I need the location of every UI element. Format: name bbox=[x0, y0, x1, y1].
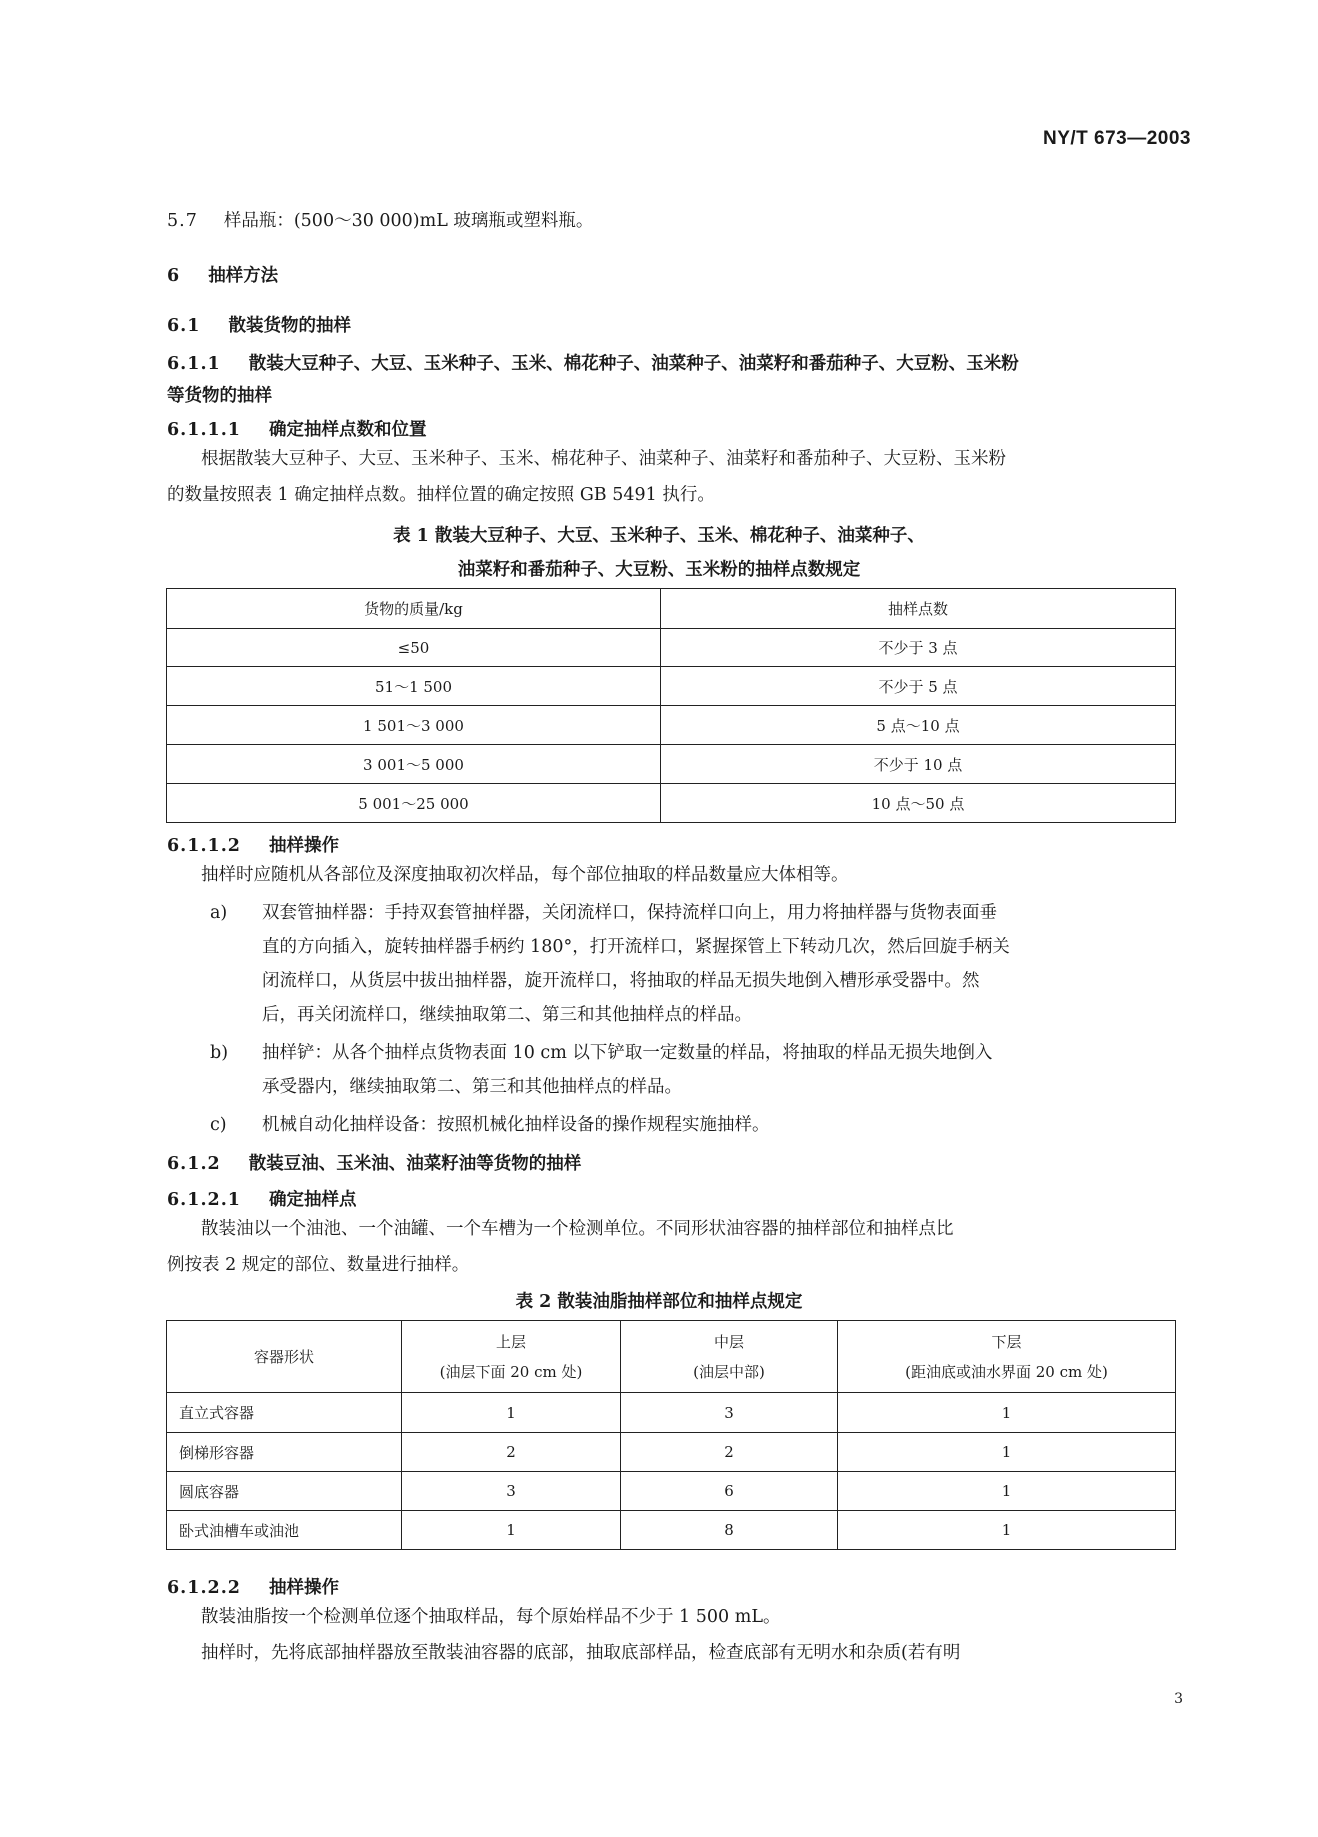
table-cell: 5 001～25 000 bbox=[167, 784, 661, 823]
section-title: 散装货物的抽样 bbox=[228, 316, 351, 336]
section-number: 5.7 bbox=[167, 211, 198, 231]
header-sublabel: (距油底或油水界面 20 cm 处) bbox=[905, 1362, 1108, 1381]
table-cell: 不少于 3 点 bbox=[661, 629, 1176, 667]
table-row bbox=[167, 706, 1176, 745]
table2-caption: 表 2 散装油脂抽样部位和抽样点规定 bbox=[515, 1292, 803, 1312]
table1-caption-line2: 油菜籽和番茄种子、大豆粉、玉米粉的抽样点数规定 bbox=[457, 560, 861, 580]
table-cell: ≤50 bbox=[167, 629, 661, 667]
table-cell: 3 bbox=[621, 1393, 838, 1433]
table-cell: 3 bbox=[402, 1472, 621, 1511]
list-item-label: b) bbox=[210, 1043, 229, 1063]
header-sublabel: (油层中部) bbox=[693, 1362, 765, 1381]
table-cell: 1 501～3 000 bbox=[167, 706, 661, 745]
table-row bbox=[167, 1433, 1176, 1472]
section-number: 6.1.2.2 bbox=[167, 1578, 241, 1598]
section-number: 6.1.1.2 bbox=[167, 836, 241, 856]
list-item-line: 后，再关闭流样口，继续抽取第二、第三和其他抽样点的样品。 bbox=[262, 1005, 752, 1025]
table-row bbox=[167, 1393, 1176, 1433]
table-cell: 卧式油槽车或油池 bbox=[167, 1511, 402, 1550]
table-cell: 1 bbox=[402, 1511, 621, 1550]
paragraph-line: 散装油以一个油池、一个油罐、一个车槽为一个检测单位。不同形状油容器的抽样部位和抽样点比 bbox=[201, 1219, 954, 1239]
section-title: 抽样操作 bbox=[268, 1578, 339, 1598]
table-cell: 直立式容器 bbox=[167, 1393, 402, 1433]
section-text: 样品瓶：(500～30 000)mL 玻璃瓶或塑料瓶。 bbox=[223, 211, 594, 231]
table-row bbox=[167, 784, 1176, 823]
table-row bbox=[167, 629, 1176, 667]
table-header-cell bbox=[838, 1321, 1176, 1393]
table2 bbox=[166, 1320, 1176, 1550]
table-row bbox=[167, 1511, 1176, 1550]
table-cell: 倒梯形容器 bbox=[167, 1433, 402, 1472]
list-item-line: 承受器内，继续抽取第二、第三和其他抽样点的样品。 bbox=[262, 1077, 682, 1097]
section-title: 确定抽样点 bbox=[268, 1190, 357, 1210]
section-5-7 bbox=[167, 206, 593, 236]
list-item-label: a) bbox=[210, 903, 228, 923]
header-label: 上层 bbox=[495, 1332, 526, 1351]
table-header-row bbox=[167, 589, 1176, 629]
standard-number: NY/T 673—2003 bbox=[1042, 128, 1191, 149]
paragraph-line: 例按表 2 规定的部位、数量进行抽样。 bbox=[167, 1255, 470, 1275]
header-label: 中层 bbox=[713, 1332, 744, 1351]
section-6-1-2-heading bbox=[167, 1150, 581, 1175]
table-header-cell bbox=[402, 1321, 621, 1393]
section-number: 6.1.2.1 bbox=[167, 1190, 241, 1210]
header-label: 下层 bbox=[991, 1332, 1022, 1351]
section-6-heading bbox=[167, 262, 278, 287]
section-6-1-1-1-heading bbox=[167, 416, 426, 441]
table-cell: 10 点～50 点 bbox=[661, 784, 1176, 823]
list-item-line: 双套管抽样器：手持双套管抽样器，关闭流样口，保持流样口向上，用力将抽样器与货物表面垂 bbox=[262, 903, 997, 923]
section-title-line1: 散装大豆种子、大豆、玉米种子、玉米、棉花种子、油菜种子、油菜籽和番茄种子、大豆粉、玉米粉 bbox=[248, 354, 1019, 374]
page-number: 3 bbox=[1174, 1691, 1183, 1707]
list-item-line: 直的方向插入，旋转抽样器手柄约 180°，打开流样口，紧握探管上下转动几次，然后回旋手柄关 bbox=[262, 937, 1010, 957]
section-number: 6.1 bbox=[167, 316, 201, 336]
section-number: 6.1.2 bbox=[167, 1154, 221, 1174]
table-cell: 6 bbox=[621, 1472, 838, 1511]
table-cell: 圆底容器 bbox=[167, 1472, 402, 1511]
section-6-1-1-heading-line2: 等货物的抽样 bbox=[167, 386, 272, 406]
list-item-line: 抽样铲：从各个抽样点货物表面 10 cm 以下铲取一定数量的样品，将抽取的样品无损失地倒入 bbox=[262, 1043, 993, 1063]
list-item-line: 闭流样口，从货层中拔出抽样器，旋开流样口，将抽取的样品无损失地倒入槽形承受器中。然 bbox=[262, 971, 980, 991]
table-cell: 1 bbox=[838, 1511, 1176, 1550]
table-cell: 3 001～5 000 bbox=[167, 745, 661, 784]
table-header-cell: 货物的质量/kg bbox=[167, 589, 661, 629]
table-cell: 不少于 10 点 bbox=[661, 745, 1176, 784]
table-header-row bbox=[167, 1321, 1176, 1393]
table-header-cell: 容器形状 bbox=[167, 1321, 402, 1393]
section-number: 6.1.1 bbox=[167, 354, 221, 374]
table-cell: 5 点～10 点 bbox=[661, 706, 1176, 745]
table-row bbox=[167, 745, 1176, 784]
list-item-line: 机械自动化抽样设备：按照机械化抽样设备的操作规程实施抽样。 bbox=[262, 1115, 770, 1135]
table-cell: 1 bbox=[838, 1472, 1176, 1511]
section-title: 确定抽样点数和位置 bbox=[268, 420, 427, 440]
section-title: 抽样操作 bbox=[268, 836, 339, 856]
table-header-cell bbox=[621, 1321, 838, 1393]
list-item-label: c) bbox=[210, 1115, 227, 1135]
paragraph-line: 散装油脂按一个检测单位逐个抽取样品，每个原始样品不少于 1 500 mL。 bbox=[201, 1607, 781, 1627]
table-cell: 2 bbox=[621, 1433, 838, 1472]
section-6-1-1-heading bbox=[167, 350, 1019, 375]
table-row bbox=[167, 1472, 1176, 1511]
table-row bbox=[167, 667, 1176, 706]
table-cell: 1 bbox=[838, 1433, 1176, 1472]
table-cell: 51～1 500 bbox=[167, 667, 661, 706]
section-title: 抽样方法 bbox=[208, 266, 279, 286]
paragraph-line: 抽样时应随机从各部位及深度抽取初次样品，每个部位抽取的样品数量应大体相等。 bbox=[201, 865, 849, 885]
table-cell: 2 bbox=[402, 1433, 621, 1472]
section-number: 6.1.1.1 bbox=[167, 420, 241, 440]
table-cell: 不少于 5 点 bbox=[661, 667, 1176, 706]
paragraph-line: 抽样时，先将底部抽样器放至散装油容器的底部，抽取底部样品，检查底部有无明水和杂质(若有明 bbox=[201, 1643, 961, 1663]
section-6-1-heading bbox=[167, 312, 351, 337]
section-title: 散装豆油、玉米油、油菜籽油等货物的抽样 bbox=[248, 1154, 582, 1174]
section-6-1-1-2-heading bbox=[167, 832, 339, 857]
table-cell: 1 bbox=[838, 1393, 1176, 1433]
section-6-1-2-2-heading bbox=[167, 1574, 339, 1599]
table1 bbox=[166, 588, 1176, 823]
table-header-cell: 抽样点数 bbox=[661, 589, 1176, 629]
table-cell: 1 bbox=[402, 1393, 621, 1433]
table-cell: 8 bbox=[621, 1511, 838, 1550]
section-6-1-2-1-heading bbox=[167, 1186, 356, 1211]
section-number: 6 bbox=[167, 266, 181, 286]
table1-caption-line1: 表 1 散装大豆种子、大豆、玉米种子、玉米、棉花种子、油菜种子、 bbox=[393, 526, 925, 546]
paragraph-line: 根据散装大豆种子、大豆、玉米种子、玉米、棉花种子、油菜种子、油菜籽和番茄种子、大豆粉、玉米粉 bbox=[201, 449, 1006, 469]
header-sublabel: (油层下面 20 cm 处) bbox=[439, 1362, 583, 1381]
paragraph-line: 的数量按照表 1 确定抽样点数。抽样位置的确定按照 GB 5491 执行。 bbox=[167, 485, 715, 505]
